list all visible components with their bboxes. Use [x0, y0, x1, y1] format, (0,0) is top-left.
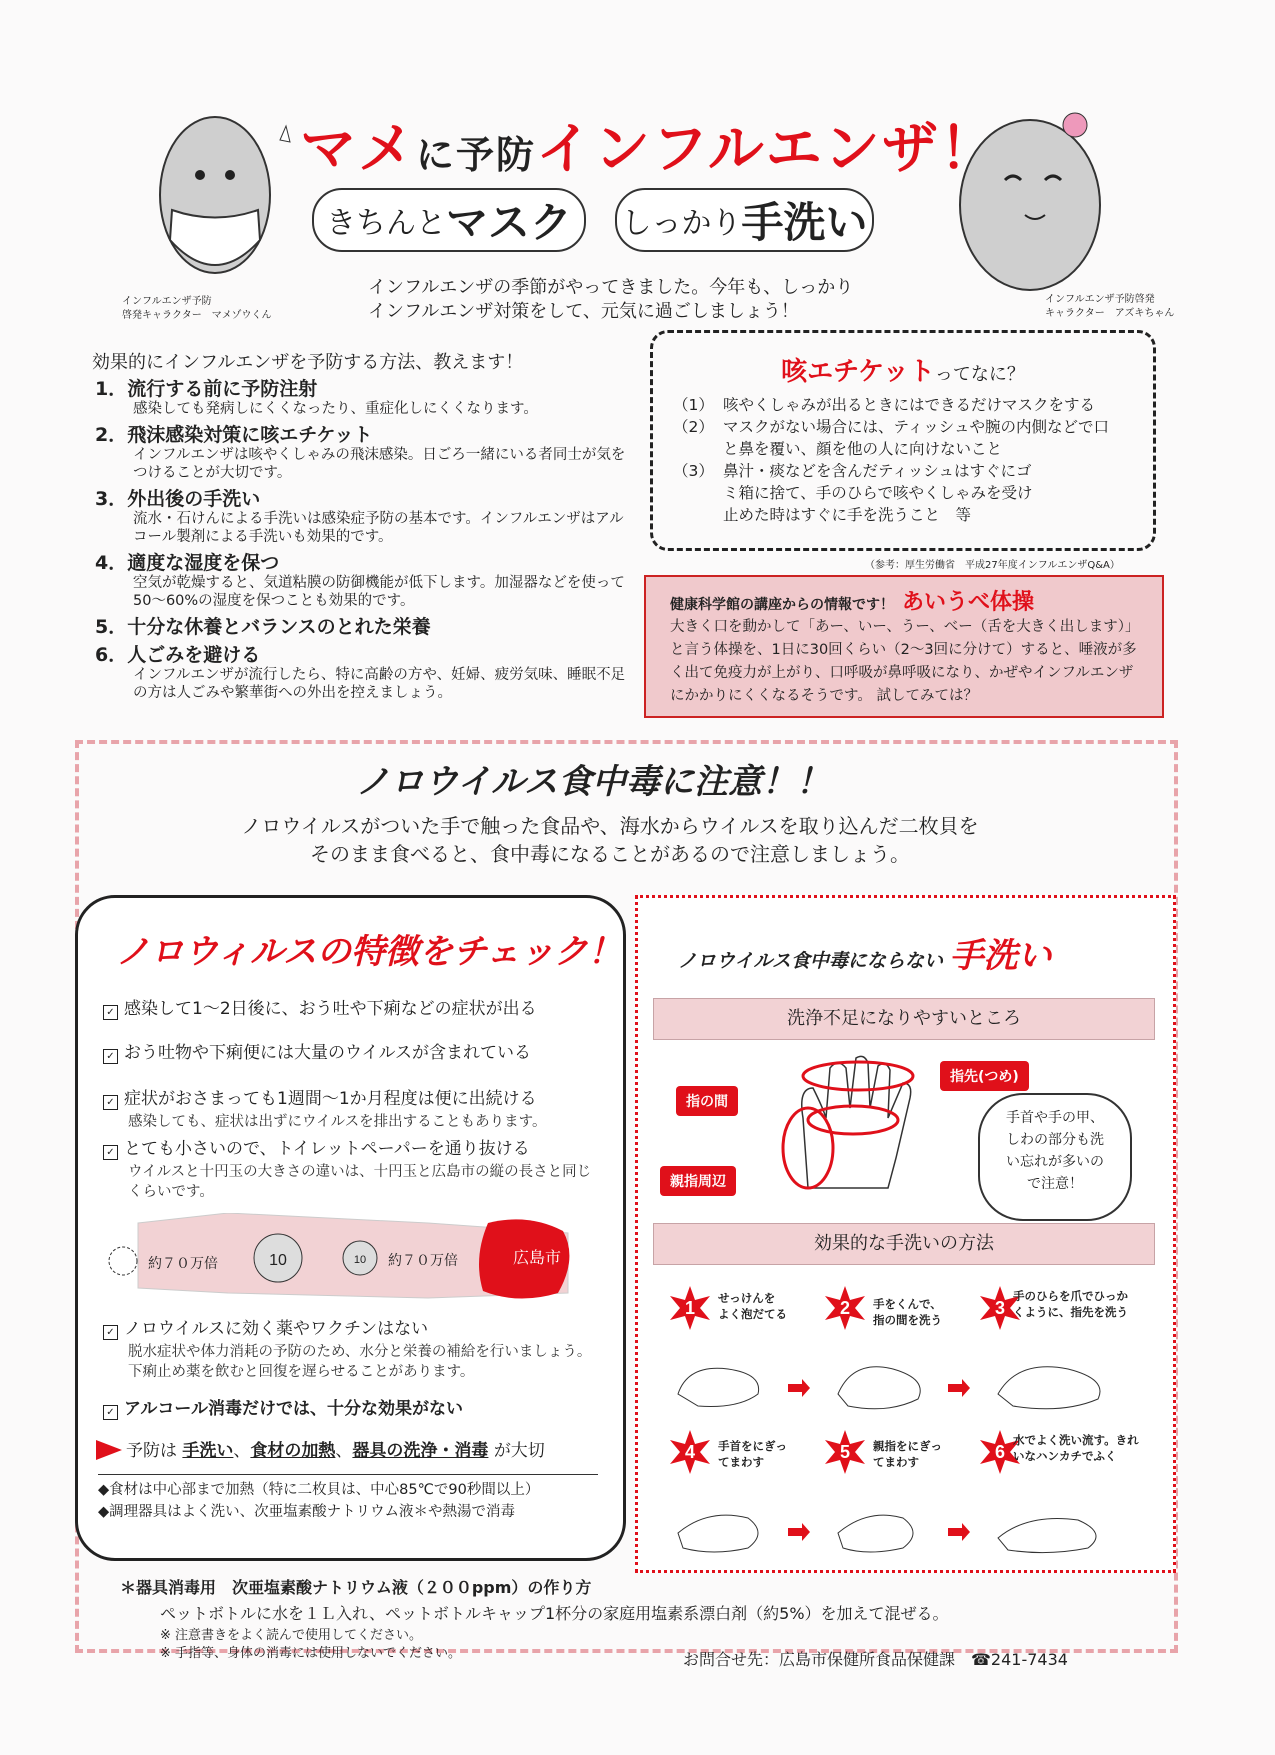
check-item: ✓ とても小さいので、トイレットペーパーを通り抜ける [103, 1138, 530, 1160]
mamezou-caption: インフルエンザ予防 啓発キャラクター マメゾウくん [122, 296, 272, 321]
label-between-fingers: 指の間 [676, 1086, 738, 1116]
aiube-exercise-box: 健康科学館の講座からの情報です！ あいうべ体操 大きく口を動かして「あー、いー、うー、べー（舌を大きく出します）」と言う体操を、1日に30回くらい（2～3回に分けて）すると、唾液が多く出て免疫力が上がり、口呼吸が鼻呼吸になり、かぜやインフルエンザにかかりにくくなるそうです。 試してみては？ [644, 575, 1164, 718]
prevention-list [95, 378, 635, 708]
check-note: ウイルスと十円玉の大きさの違いは、十円玉と広島市の縦の長さと同じくらいです。 [128, 1164, 592, 1200]
prevent-line: 予防は 手洗い、食材の加熱、器具の洗浄・消毒 が大切 [96, 1436, 545, 1461]
svg-text:3: 3 [994, 1298, 1006, 1318]
check-item: ✓ 症状がおさまっても1週間～1か月程度は便に出続ける [103, 1088, 537, 1110]
list-item: 6．人ごみを避ける インフルエンザが流行したら、特に高齢の方や、妊婦、疲労気味、睡眠不足の方は人ごみや繁華街への外出を控えましょう。 [95, 644, 626, 701]
norovirus-features-box [75, 895, 626, 1561]
step-1-text: せっけんを よく泡だてる [718, 1291, 787, 1321]
step-5-text: 親指をにぎっ てまわす [873, 1439, 942, 1469]
heating-notes: ◆食材は中心部まで加熱（特に二枚貝は、中心85℃で90秒間以上） ◆調理器具はよく洗い、次亜塩素酸ナトリウム液＊や熱湯で消毒 [98, 1474, 598, 1523]
hand-illustration [768, 1048, 948, 1198]
ribbon-handwash: しっかり 手洗い [615, 188, 874, 252]
callout-note: 手首や手の甲、 しわの部分も洗 い忘れが多いの で注意！ [978, 1093, 1132, 1221]
method-bar: 効果的な手洗いの方法 [653, 1223, 1155, 1265]
check-item: ✓ アルコール消毒だけでは、十分な効果がない [103, 1398, 463, 1420]
ribbon-mask: きちんと マスク [312, 188, 586, 252]
list-item: 3．外出後の手洗い 流水・石けんによる手洗いは感染症予防の基本です。インフルエンザはアルコール製剤による手洗いも効果的です。 [95, 488, 624, 545]
step-6-text: 水でよく洗い流す。きれ いなハンカチでふく [1013, 1433, 1139, 1463]
label-thumb: 親指周辺 [660, 1166, 736, 1196]
handwash-title: ノロウイルス食中毒にならない 手洗い [678, 936, 1052, 976]
check-item: ✓ ノロウイルスに効く薬やワクチンはない [103, 1318, 428, 1340]
disinfect-note-2: ※ 手指等、身体の消毒には使用しないでください。 [160, 1646, 462, 1661]
step-4-text: 手首をにぎっ てまわす [718, 1439, 787, 1469]
disinfect-heading: ＊器具消毒用 次亜塩素酸ナトリウム液（２００ppm）の作り方 [120, 1578, 592, 1597]
coin-label-small: 10 [353, 1254, 367, 1266]
hiroshima-label: 広島市 [513, 1250, 562, 1267]
ratio-label-2: 約７０万倍 [388, 1252, 458, 1268]
list-item: 2．飛沫感染対策に咳エチケット インフルエンザは咳やくしゃみの飛沫感染。日ごろ一緒にいる者同士が気をつけることが大切です。 [95, 424, 626, 481]
check-note: 脱水症状や体力消耗の予防のため、水分と栄養の補給を行いましょう。下痢止め薬を飲むと回復を遅らせることがあります。 [128, 1344, 592, 1380]
norovirus-intro: ノロウイルスがついた手で触った食品や、海水からウイルスを取り込んだ二枚貝を そのまま食べると、食中毒になることがあるので注意しましょう。 [241, 814, 979, 866]
list-item: 1．流行する前に予防注射 感染しても発病しにくくなったり、重症化しにくくなります。 [95, 378, 538, 417]
step-4-badge [668, 1430, 712, 1474]
list-item: 4．適度な湿度を保つ 空気が乾燥すると、気道粘膜の防御機能が低下します。加湿器などを使って50～60%の湿度を保つことも効果的です。 [95, 552, 625, 609]
step-1-badge [668, 1286, 712, 1330]
norovirus-title: ノロウイルス食中毒に注意！！ [356, 762, 830, 802]
cough-etiquette-box: 咳エチケットってなに？ （1） 咳やくしゃみが出るときにはできるだけマスクをする （2） マスクがない場合には、ティッシュや腕の内側などで口と鼻を覆い、顔を他の人に向けないこと （3） 鼻汁・痰などを含んだティッシュはすぐにゴミ箱に捨て、手のひらで咳やくしゃみを受け止めた時はすぐに手を洗うこと 等 [650, 330, 1156, 551]
list-item: 5．十分な休養とバランスのとれた栄養 [95, 616, 431, 638]
check-item: ✓ 感染して1～2日後に、おう吐や下痢などの症状が出る [103, 998, 537, 1020]
svg-text:2: 2 [839, 1298, 851, 1318]
weak-spots-bar: 洗浄不足になりやすいところ [653, 998, 1155, 1040]
steps-row-1 [668, 1286, 1148, 1411]
svg-text:1: 1 [684, 1298, 696, 1318]
prevention-heading: 効果的にインフルエンザを予防する方法、教えます！ [92, 352, 524, 373]
steps-row-2-illustrations [668, 1478, 1148, 1558]
svg-text:5: 5 [839, 1442, 851, 1462]
azuki-caption: インフルエンザ予防啓発 キャラクター アズキちゃん [1045, 294, 1175, 319]
page-title: マメに予防インフルエンザ！ [300, 117, 998, 182]
svg-text:4: 4 [684, 1442, 696, 1462]
disinfect-body: ペットボトルに水を１Ｌ入れ、ペットボトルキャップ1杯分の家庭用塩素系漂白剤（約5%）を加えて混ぜる。 [160, 1604, 949, 1623]
etiquette-reference: （参考：厚生労働省 平成27年度インフルエンザQ&A） [865, 560, 1120, 571]
svg-text:6: 6 [994, 1442, 1006, 1462]
handwashing-box [635, 895, 1176, 1573]
contact-info: お問合せ先：広島市保健所食品保健課 ☎241-7434 [683, 1650, 1068, 1669]
label-fingertips: 指先(つめ) [940, 1061, 1029, 1091]
mamezou-character-image [130, 100, 300, 290]
step-5-badge [823, 1430, 867, 1474]
check-item: ✓ おう吐物や下痢便には大量のウイルスが含まれている [103, 1042, 531, 1064]
step-2-badge [823, 1286, 867, 1330]
intro-text: インフルエンザの季節がやってきました。今年も、しっかり インフルエンザ対策をして、元気に過ごしましょう！ [368, 277, 854, 322]
coin-label: 10 [269, 1252, 287, 1269]
size-comparison-graphic [98, 1213, 608, 1308]
features-title: ノロウィルスの特徴をチェック！ [116, 932, 622, 972]
ratio-label-1: 約７０万倍 [148, 1255, 218, 1271]
steps-row-2 [668, 1430, 1148, 1555]
step-2-text: 手をくんで、 指の間を洗う [873, 1297, 942, 1327]
check-note: 感染しても、症状は出ずにウイルスを排出することもあります。 [128, 1114, 547, 1130]
disinfect-note-1: ※ 注意書きをよく読んで使用してください。 [160, 1628, 423, 1643]
steps-row-1-illustrations [668, 1334, 1148, 1414]
step-3-text: 手のひらを爪でひっか くように、指先を洗う [1013, 1289, 1128, 1319]
